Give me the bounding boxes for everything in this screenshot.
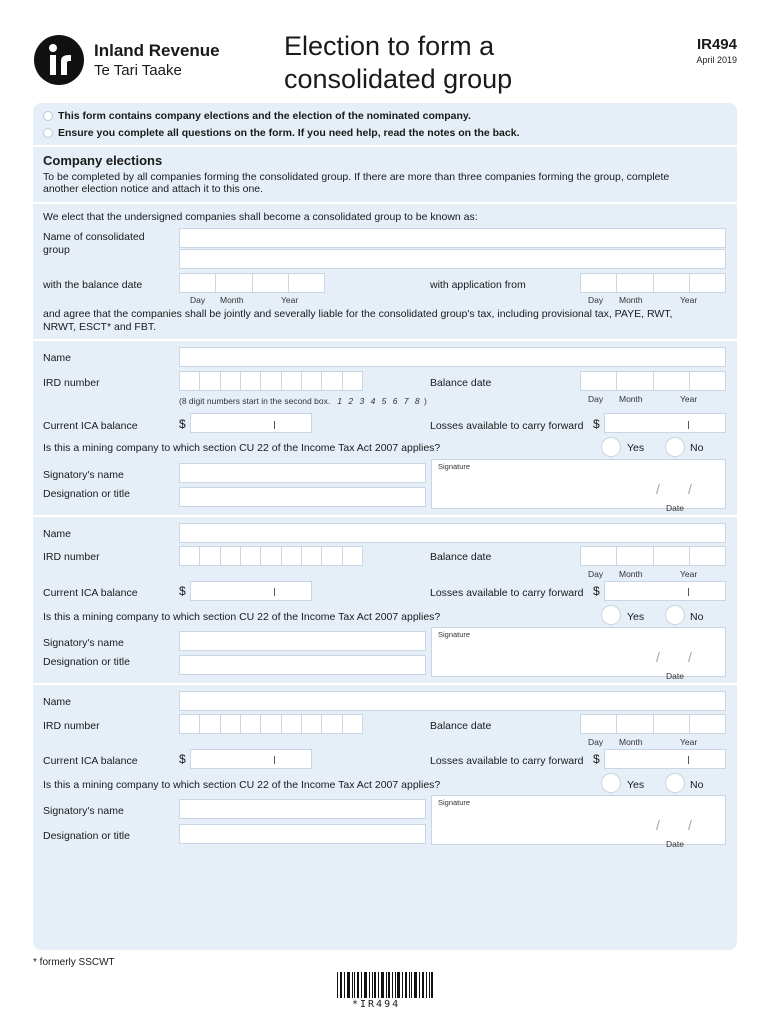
group-balance-month-label: Month	[220, 295, 244, 305]
company-1-day-label: Day	[588, 394, 604, 404]
company-1-ird-label: IRD number	[43, 377, 100, 389]
company-2-yes-label: Yes	[627, 611, 645, 623]
application-date-input[interactable]	[580, 273, 726, 293]
group-name-label-1: Name of consolidated	[43, 231, 145, 243]
company-3-yes-radio[interactable]	[601, 773, 621, 793]
bullet-1	[43, 111, 53, 121]
group-balance-day-label: Day	[190, 295, 206, 305]
company-1-losses-label: Losses available to carry forward	[430, 420, 584, 432]
company-3-losses-label: Losses available to carry forward	[430, 755, 584, 767]
company-1-no-label: No	[690, 442, 704, 454]
barcode-text: *IR494	[352, 999, 401, 1010]
group-balance-date-input[interactable]	[179, 273, 325, 293]
company-1-signatory-input[interactable]	[179, 463, 426, 483]
liability-line-1: and agree that the companies shall be jointly and severally liable for the consolidated group's tax, including provisional tax, PAYE, RWT,	[43, 308, 673, 320]
company-2-date-label: Date	[666, 671, 684, 681]
company-2-losses-dollar: $	[593, 584, 600, 598]
balance-date-label: with the balance date	[43, 279, 143, 291]
company-2-month-label: Month	[619, 569, 643, 579]
company-1-date-label: Date	[666, 503, 684, 513]
company-2-ica-dollar: $	[179, 584, 186, 598]
bullet-2	[43, 128, 53, 138]
company-2-balance-date-label: Balance date	[430, 551, 492, 563]
application-day-label: Day	[588, 295, 604, 305]
company-1-balance-date-input[interactable]	[580, 371, 726, 391]
company-2-ird-label: IRD number	[43, 551, 100, 563]
company-1-yes-label: Yes	[627, 442, 645, 454]
company-2-losses-label: Losses available to carry forward	[430, 587, 584, 599]
company-2-ica-label: Current ICA balance	[43, 587, 138, 599]
company-3-balance-date-label: Balance date	[430, 720, 492, 732]
company-3-ica-dollar: $	[179, 752, 186, 766]
company-1-name-label: Name	[43, 352, 72, 364]
company-2-yes-radio[interactable]	[601, 605, 621, 625]
company-3-signatory-label: Signatory's name	[43, 805, 124, 817]
company-1-yes-radio[interactable]	[601, 437, 621, 457]
company-1-month-label: Month	[619, 394, 643, 404]
inland-revenue-logo	[33, 34, 85, 86]
logo-icon	[33, 34, 85, 86]
company-3-balance-date-input[interactable]	[580, 714, 726, 734]
company-3-losses-dollar: $	[593, 752, 600, 766]
company-3-day-label: Day	[588, 737, 604, 747]
company-3-signatory-input[interactable]	[179, 799, 426, 819]
logo-name: Inland Revenue	[94, 41, 220, 60]
form-date: April 2019	[696, 55, 737, 65]
company-3-designation-label: Designation or title	[43, 830, 130, 842]
company-2-ica-input[interactable]	[190, 581, 312, 601]
company-2-designation-input[interactable]	[179, 655, 426, 675]
company-3-no-label: No	[690, 779, 704, 791]
company-3-month-label: Month	[619, 737, 643, 747]
group-balance-year-label: Year	[281, 295, 299, 305]
company-3-signature-label: Signature	[438, 798, 471, 807]
section-heading: Company elections	[43, 153, 163, 168]
group-name-label-2: group	[43, 244, 70, 256]
company-3-name-input[interactable]	[179, 691, 726, 711]
application-year-label: Year	[680, 295, 698, 305]
company-2-balance-date-input[interactable]	[580, 546, 726, 566]
company-2-no-radio[interactable]	[665, 605, 685, 625]
company-1-ird-hint: (8 digit numbers start in the second box. 1 2 3 4 5 6 7 8 )	[179, 396, 427, 406]
group-name-input-1[interactable]	[179, 228, 726, 248]
form-code: IR494	[696, 36, 737, 53]
company-1-ird-input[interactable]	[179, 371, 363, 391]
notice-line-2: Ensure you complete all questions on the form. If you need help, read the notes on the back.	[58, 127, 520, 139]
company-1-mining-question: Is this a mining company to which section CU 22 of the Income Tax Act 2007 applies?	[43, 442, 441, 454]
company-3-year-label: Year	[680, 737, 698, 747]
company-2-ird-input[interactable]	[179, 546, 363, 566]
company-3-name-label: Name	[43, 696, 72, 708]
company-1-balance-date-label: Balance date	[430, 377, 492, 389]
company-1-signatory-label: Signatory's name	[43, 469, 124, 481]
barcode	[337, 972, 433, 998]
company-3-date-label: Date	[666, 839, 684, 849]
company-3-no-radio[interactable]	[665, 773, 685, 793]
company-1-name-input[interactable]	[179, 347, 726, 367]
company-3-ica-input[interactable]	[190, 749, 312, 769]
form-title-line2: consolidated group	[284, 64, 513, 94]
footnote: * formerly SSCWT	[33, 957, 115, 968]
form-title-line1: Election to form a	[284, 31, 495, 61]
company-2-losses-input[interactable]	[604, 581, 726, 601]
company-2-signatory-input[interactable]	[179, 631, 426, 651]
company-1-designation-input[interactable]	[179, 487, 426, 507]
logo-subname: Te Tari Taake	[94, 62, 182, 79]
company-3-ird-input[interactable]	[179, 714, 363, 734]
company-2-year-label: Year	[680, 569, 698, 579]
company-3-ica-label: Current ICA balance	[43, 755, 138, 767]
liability-line-2: NRWT, ESCT* and FBT.	[43, 321, 156, 333]
company-1-ica-input[interactable]	[190, 413, 312, 433]
company-1-signature-label: Signature	[438, 462, 471, 471]
company-1-designation-label: Designation or title	[43, 488, 130, 500]
company-2-mining-question: Is this a mining company to which section CU 22 of the Income Tax Act 2007 applies?	[43, 611, 441, 623]
company-2-name-label: Name	[43, 528, 72, 540]
company-3-yes-label: Yes	[627, 779, 645, 791]
company-1-ica-dollar: $	[179, 417, 186, 431]
company-2-name-input[interactable]	[179, 523, 726, 543]
company-1-year-label: Year	[680, 394, 698, 404]
intro-line-1: To be completed by all companies forming the consolidated group. If there are more than three companies forming the group, complete	[43, 171, 670, 183]
application-month-label: Month	[619, 295, 643, 305]
application-label: with application from	[430, 279, 526, 291]
company-3-ird-label: IRD number	[43, 720, 100, 732]
company-2-no-label: No	[690, 611, 704, 623]
intro-line-2: another election notice and attach it to this one.	[43, 183, 264, 195]
company-2-day-label: Day	[588, 569, 604, 579]
notice-line-1: This form contains company elections and the election of the nominated company.	[58, 110, 471, 122]
company-2-signatory-label: Signatory's name	[43, 637, 124, 649]
company-1-ica-label: Current ICA balance	[43, 420, 138, 432]
group-name-input-2[interactable]	[179, 249, 726, 269]
company-1-losses-input[interactable]	[604, 413, 726, 433]
company-1-no-radio[interactable]	[665, 437, 685, 457]
elect-statement: We elect that the undersigned companies shall become a consolidated group to be known as:	[43, 211, 478, 223]
company-2-signature-label: Signature	[438, 630, 471, 639]
company-2-designation-label: Designation or title	[43, 656, 130, 668]
company-3-designation-input[interactable]	[179, 824, 426, 844]
company-3-losses-input[interactable]	[604, 749, 726, 769]
company-1-losses-dollar: $	[593, 417, 600, 431]
company-3-mining-question: Is this a mining company to which section CU 22 of the Income Tax Act 2007 applies?	[43, 779, 441, 791]
barcode-icon	[337, 972, 433, 998]
